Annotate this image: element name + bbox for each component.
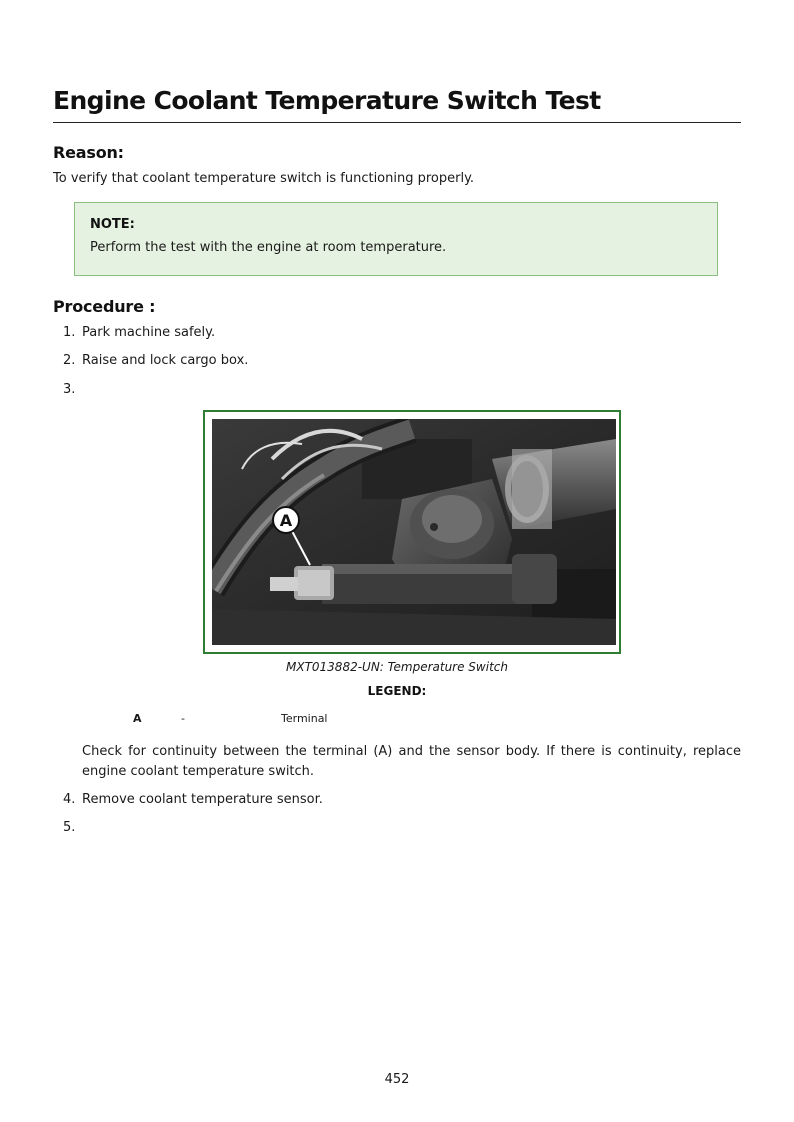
- figure-caption: MXT013882-UN: Temperature Switch: [286, 660, 508, 674]
- continuity-check-text: Check for continuity between the terminal (A) and the sensor body. If there is continuity, replace engine coolant temperature switch.: [82, 744, 741, 779]
- page-number: 452: [384, 1072, 410, 1087]
- legend-description: Terminal: [281, 712, 328, 725]
- step-4-text: Remove coolant temperature sensor.: [82, 792, 323, 807]
- legend-title: LEGEND:: [367, 684, 427, 698]
- step-4-number: 4.: [63, 792, 76, 807]
- step-1-text: Park machine safely.: [82, 325, 216, 340]
- procedure-heading: Procedure :: [53, 297, 156, 316]
- title-divider: [53, 122, 741, 123]
- figure-temperature-switch: [203, 410, 621, 654]
- callout-label: A: [279, 511, 293, 530]
- step-5-number: 5.: [63, 820, 76, 835]
- step-1-number: 1.: [63, 325, 76, 340]
- note-box: [74, 202, 718, 276]
- step-3-number: 3.: [63, 382, 76, 397]
- reason-heading: Reason:: [53, 143, 124, 162]
- engine-photo: [212, 419, 616, 645]
- reason-text: To verify that coolant temperature switch is functioning properly.: [53, 171, 475, 186]
- step-2-number: 2.: [63, 353, 76, 368]
- step-2-text: Raise and lock cargo box.: [82, 353, 249, 368]
- legend-dash: -: [181, 712, 185, 725]
- page-title: Engine Coolant Temperature Switch Test: [53, 86, 601, 115]
- note-label: NOTE:: [90, 217, 135, 232]
- legend-key: A: [133, 712, 142, 725]
- note-text: Perform the test with the engine at room temperature.: [90, 240, 447, 255]
